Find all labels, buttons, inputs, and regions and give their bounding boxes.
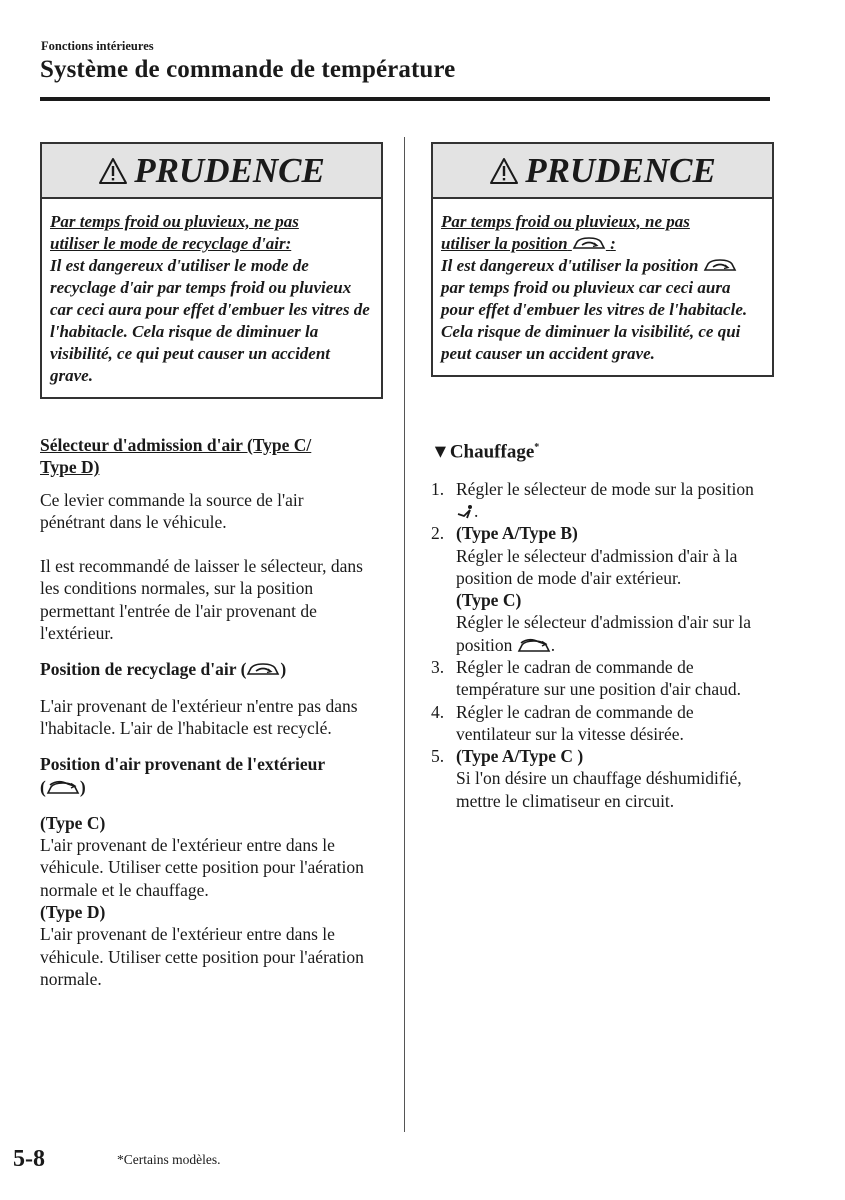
caution-text-rest: par temps froid ou pluvieux car ceci aura pour effet d'embuer les vitres de l'habitacle. Cela risque de diminuer la visibilité, ce qui peut causer un accident grave. [441, 278, 748, 363]
caution-body [433, 199, 772, 375]
outside-air-heading-icon-line: ( ) [40, 776, 86, 797]
column-divider [404, 137, 405, 1132]
recirculation-description: L'air provenant de l'extérieur n'entre pas dans l'habitacle. L'air de l'habitacle est recyclé. [40, 695, 358, 738]
list-item: 5. (Type A/Type C ) Si l'on désire un chauffage déshumidifié, mettre le climatiseur en circuit. [431, 746, 742, 811]
type-c-description: L'air provenant de l'extérieur entre dans le véhicule. Utiliser cette position pour l'aération normale et le chauffage. [40, 835, 364, 900]
left-column [40, 434, 370, 990]
right-column [431, 437, 771, 812]
air-recirculation-icon [572, 236, 606, 252]
page-number: 5-8 [13, 1146, 45, 1172]
caution-lead-line-2: utiliser le mode de recyclage d'air: [50, 234, 292, 253]
heating-heading: ▼Chauffage* [431, 441, 540, 463]
warning-triangle-icon [489, 157, 519, 185]
list-item: 1. Régler le sélecteur de mode sur la position . [431, 478, 754, 521]
air-recirculation-icon [703, 258, 737, 274]
caution-text: Il est dangereux d'utiliser le mode de recyclage d'air par temps froid ou pluvieux car ceci aura pour effet d'embuer les vitres de l'habitacle. Cela risque de diminuer la visibilité, ce qui peut causer un accident grave. [50, 256, 370, 385]
caution-body [42, 199, 381, 397]
caution-title: PRUDENCE [134, 150, 325, 190]
caution-box-right [431, 142, 774, 377]
caution-text [441, 255, 764, 365]
recirculation-heading: Position de recyclage d'air ( ) [40, 659, 287, 680]
caution-lead-line-2 [441, 233, 764, 255]
outside-air-icon [517, 638, 551, 654]
warning-triangle-icon [98, 157, 128, 185]
selector-heading-line-1: Sélecteur d'admission d'air (Type C/ [40, 435, 312, 455]
type-d-label: (Type D) [40, 902, 106, 923]
list-item: 2. (Type A/Type B) Régler le sélecteur d'admission d'air à la position de mode d'air extérieur. (Type C) Régler le sélecteur d'admission d'air sur la position . [431, 523, 751, 655]
section-label: Fonctions intérieures [41, 39, 154, 53]
caution-lead-colon: : [610, 234, 616, 253]
caution-lead-text: utiliser la position [441, 234, 568, 253]
caution-lead-line-1: Par temps froid ou pluvieux, ne pas [50, 212, 299, 231]
list-item: 3. Régler le cadran de commande de température sur une position d'air chaud. [431, 657, 742, 700]
page-title: Système de commande de température [40, 56, 456, 83]
selector-description: Ce levier commande la source de l'air pénétrant dans le véhicule. [40, 489, 304, 532]
selector-heading-line-2: Type D) [40, 457, 100, 478]
footnote: *Certains modèles. [117, 1152, 221, 1167]
caution-title: PRUDENCE [525, 150, 716, 190]
caution-header [42, 144, 381, 199]
type-d-description: L'air provenant de l'extérieur entre dans le véhicule. Utiliser cette position pour l'aération normale. [40, 924, 364, 989]
caution-box-left [40, 142, 383, 399]
heating-steps [431, 478, 771, 812]
title-rule [40, 97, 770, 101]
caution-header [433, 144, 772, 199]
outside-air-icon [46, 780, 80, 796]
list-item: 4. Régler le cadran de commande de ventilateur sur la vitesse désirée. [431, 701, 694, 744]
type-c-label: (Type C) [40, 812, 106, 833]
caution-lead-line-1: Par temps froid ou pluvieux, ne pas [441, 212, 690, 231]
outside-air-heading: Position d'air provenant de l'extérieur [40, 754, 326, 775]
floor-heat-mode-icon [456, 504, 474, 520]
triangle-marker: ▼ [431, 441, 450, 463]
air-recirculation-icon [246, 662, 280, 678]
caution-text-start: Il est dangereux d'utiliser la position [441, 256, 699, 275]
recommendation-text: Il est recommandé de laisser le sélecteur, dans les conditions normales, sur la position permettant l'entrée de l'air provenant de l'extérieur. [40, 556, 363, 644]
footnote-marker: * [534, 442, 540, 453]
